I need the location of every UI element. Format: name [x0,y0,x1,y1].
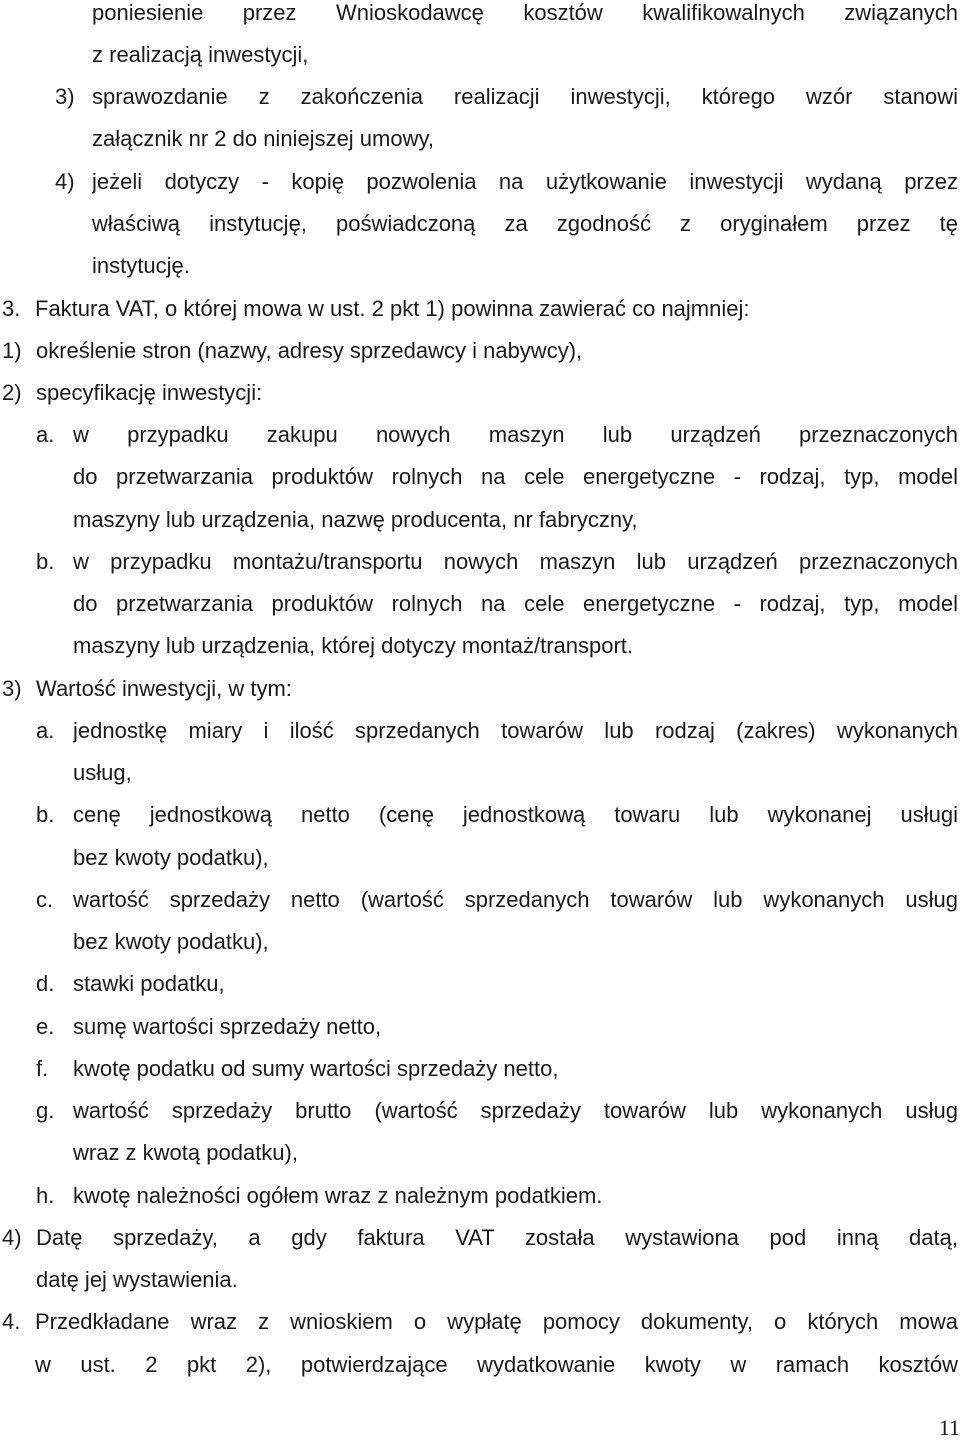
list-marker: f. [36,1056,49,1081]
section-number: 4. [2,1309,21,1334]
list-marker: 3) [2,676,22,701]
text-line: określenie stron (nazwy, adresy sprzedawcy i nabywcy), [36,338,583,363]
text-line: do przetwarzania produktów rolnych na cele energetyczne - rodzaj, typ, model [73,466,958,489]
text-line: instytucję. [92,253,190,278]
text-line: Faktura VAT, o której mowa w ust. 2 pkt 1) powinna zawierać co najmniej: [35,296,750,321]
text-line: w przypadku zakupu nowych maszyn lub urządzeń przeznaczonych [73,424,958,447]
text-line: w ust. 2 pkt 2), potwierdzające wydatkowanie kwoty w ramach kosztów [35,1354,958,1377]
section-number: 3. [2,296,21,321]
list-marker: a. [36,422,55,447]
text-line: jeżeli dotyczy - kopię pozwolenia na użytkowanie inwestycji wydaną przez [92,171,958,194]
text-line: Datę sprzedaży, a gdy faktura VAT została wystawiona pod inną datą, [36,1227,958,1250]
text-line: wartość sprzedaży netto (wartość sprzedanych towarów lub wykonanych usług [73,889,958,912]
list-marker: g. [36,1098,55,1123]
list-marker: 1) [2,338,22,363]
list-marker: c. [36,887,54,912]
text-line: wraz z kwotą podatku), [73,1140,298,1165]
text-line: wartość sprzedaży brutto (wartość sprzedaży towarów lub wykonanych usług [73,1100,958,1123]
list-marker: a. [36,718,55,743]
text-line: datę jej wystawienia. [36,1267,238,1292]
list-marker: h. [36,1183,55,1208]
text-line: kwotę należności ogółem wraz z należnym podatkiem. [73,1183,603,1208]
list-marker: 4) [55,169,75,194]
list-marker: e. [36,1014,55,1039]
text-line: do przetwarzania produktów rolnych na cele energetyczne - rodzaj, typ, model [73,593,958,616]
page-number: 11 [938,1415,960,1440]
text-line: poniesienie przez Wnioskodawcę kosztów kwalifikowalnych związanych [92,2,958,25]
list-marker: 3) [55,84,75,109]
text-line: Przedkładane wraz z wnioskiem o wypłatę pomocy dokumenty, o których mowa [35,1311,958,1334]
text-line: z realizacją inwestycji, [92,42,309,67]
text-line: specyfikację inwestycji: [36,380,263,405]
text-line: maszyny lub urządzenia, której dotyczy montaż/transport. [73,633,634,658]
list-marker: d. [36,971,55,996]
text-line: kwotę podatku od sumy wartości sprzedaży netto, [73,1056,559,1081]
list-marker: b. [36,549,55,574]
list-marker: b. [36,802,55,827]
text-line: maszyny lub urządzenia, nazwę producenta, nr fabryczny, [73,507,638,532]
text-line: bez kwoty podatku), [73,929,269,954]
text-line: załącznik nr 2 do niniejszej umowy, [92,126,434,151]
text-line: Wartość inwestycji, w tym: [36,676,292,701]
text-line: sprawozdanie z zakończenia realizacji inwestycji, którego wzór stanowi [92,86,958,109]
text-line: usług, [73,760,132,785]
text-line: stawki podatku, [73,971,225,996]
text-line: bez kwoty podatku), [73,845,269,870]
text-line: sumę wartości sprzedaży netto, [73,1014,382,1039]
text-line: cenę jednostkową netto (cenę jednostkową towaru lub wykonanej usługi [73,804,958,827]
list-marker: 4) [2,1225,22,1250]
text-line: jednostkę miary i ilość sprzedanych towarów lub rodzaj (zakres) wykonanych [73,720,958,743]
list-marker: 2) [2,380,22,405]
text-line: właściwą instytucję, poświadczoną za zgodność z oryginałem przez tę [92,213,958,236]
text-line: w przypadku montażu/transportu nowych maszyn lub urządzeń przeznaczonych [73,551,958,574]
